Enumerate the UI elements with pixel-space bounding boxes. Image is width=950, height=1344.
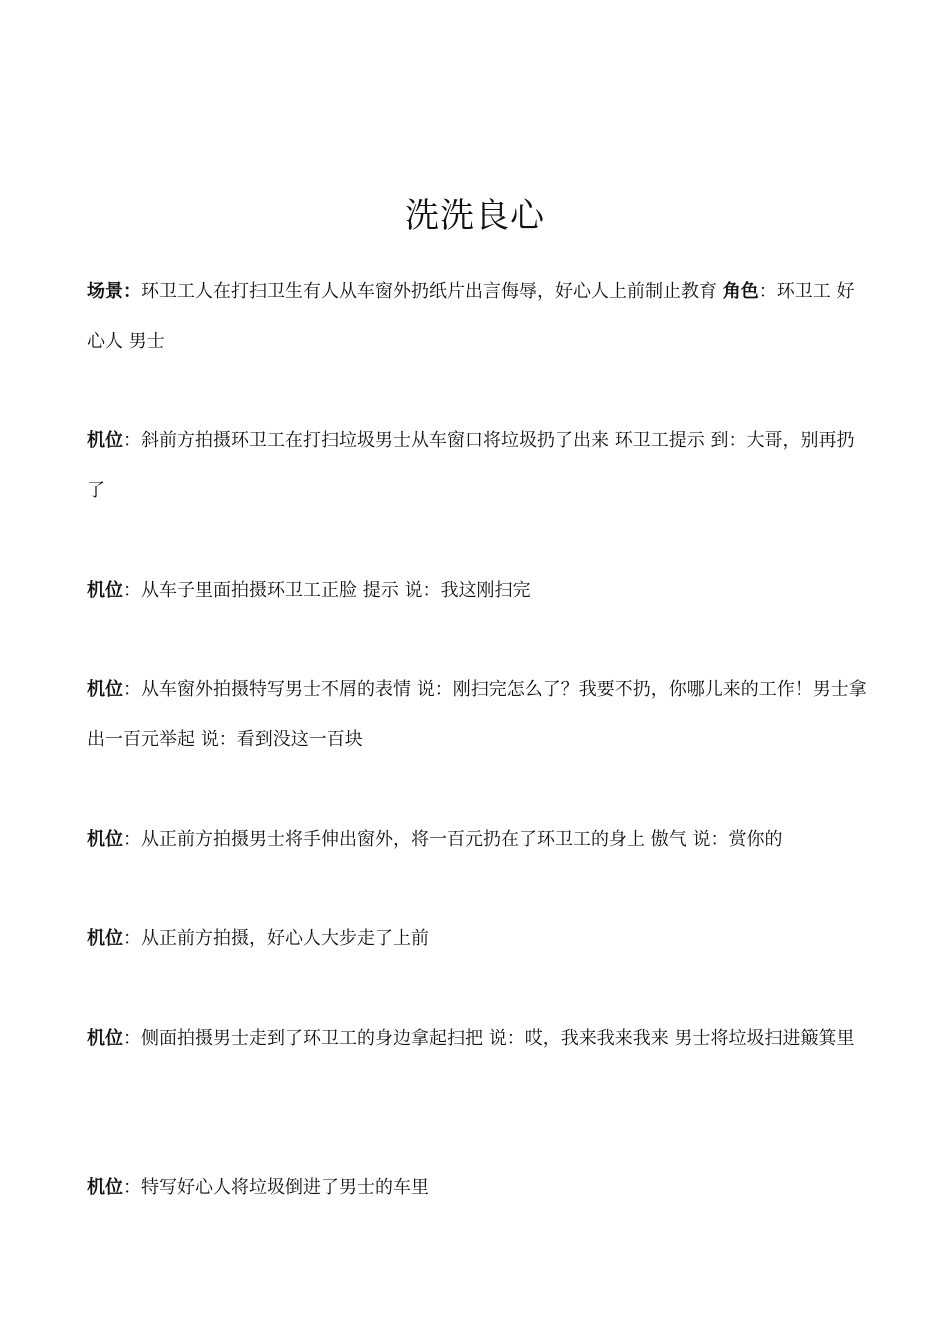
roles-text: ：环卫工 好心人 男士 — [87, 281, 855, 352]
shot-paragraph-3 — [87, 665, 867, 765]
shot-label: 机位 — [87, 829, 123, 850]
shot-text: ：斜前方拍摄环卫工在打扫垃圾男士从车窗口将垃圾扔了出来 环卫工提示 到：大哥，别再扔了 — [87, 430, 855, 501]
shot-paragraph-1 — [87, 416, 867, 516]
shot-text: ：从车子里面拍摄环卫工正脸 提示 说：我这刚扫完 — [123, 580, 531, 601]
shot-text: ：从正前方拍摄，好心人大步走了上前 — [123, 928, 429, 949]
shot-label: 机位 — [87, 1028, 123, 1049]
roles-label: 角色 — [722, 281, 759, 302]
shot-label: 机位 — [87, 928, 123, 949]
scene-paragraph — [87, 267, 867, 367]
shot-text: ：侧面拍摄男士走到了环卫工的身边拿起扫把 说：哎，我来我来我来 男士将垃圾扫进簸箕里 — [123, 1028, 855, 1049]
page-title: 洗洗良心 — [405, 195, 545, 236]
scene-text: 环卫工人在打扫卫生有人从车窗外扔纸片出言侮辱，好心人上前制止教育 — [141, 281, 717, 302]
shot-text: ：特写好心人将垃圾倒进了男士的车里 — [123, 1177, 429, 1198]
shot-paragraph-5 — [87, 914, 867, 964]
shot-label: 机位 — [87, 1177, 123, 1198]
shot-label: 机位 — [87, 430, 123, 451]
shot-text: ：从车窗外拍摄特写男士不屑的表情 说：刚扫完怎么了？我要不扔，你哪儿来的工作！男士拿出一百元举起 说：看到没这一百块 — [87, 679, 867, 750]
shot-label: 机位 — [87, 679, 123, 700]
shot-paragraph-2 — [87, 566, 867, 616]
shot-text: ：从正前方拍摄男士将手伸出窗外，将一百元扔在了环卫工的身上 傲气 说：赏你的 — [123, 829, 783, 850]
scene-label: 场景： — [87, 281, 141, 302]
shot-paragraph-4 — [87, 815, 867, 865]
shot-paragraph-7 — [87, 1163, 867, 1213]
shot-paragraph-6 — [87, 1014, 867, 1064]
shot-label: 机位 — [87, 580, 123, 601]
